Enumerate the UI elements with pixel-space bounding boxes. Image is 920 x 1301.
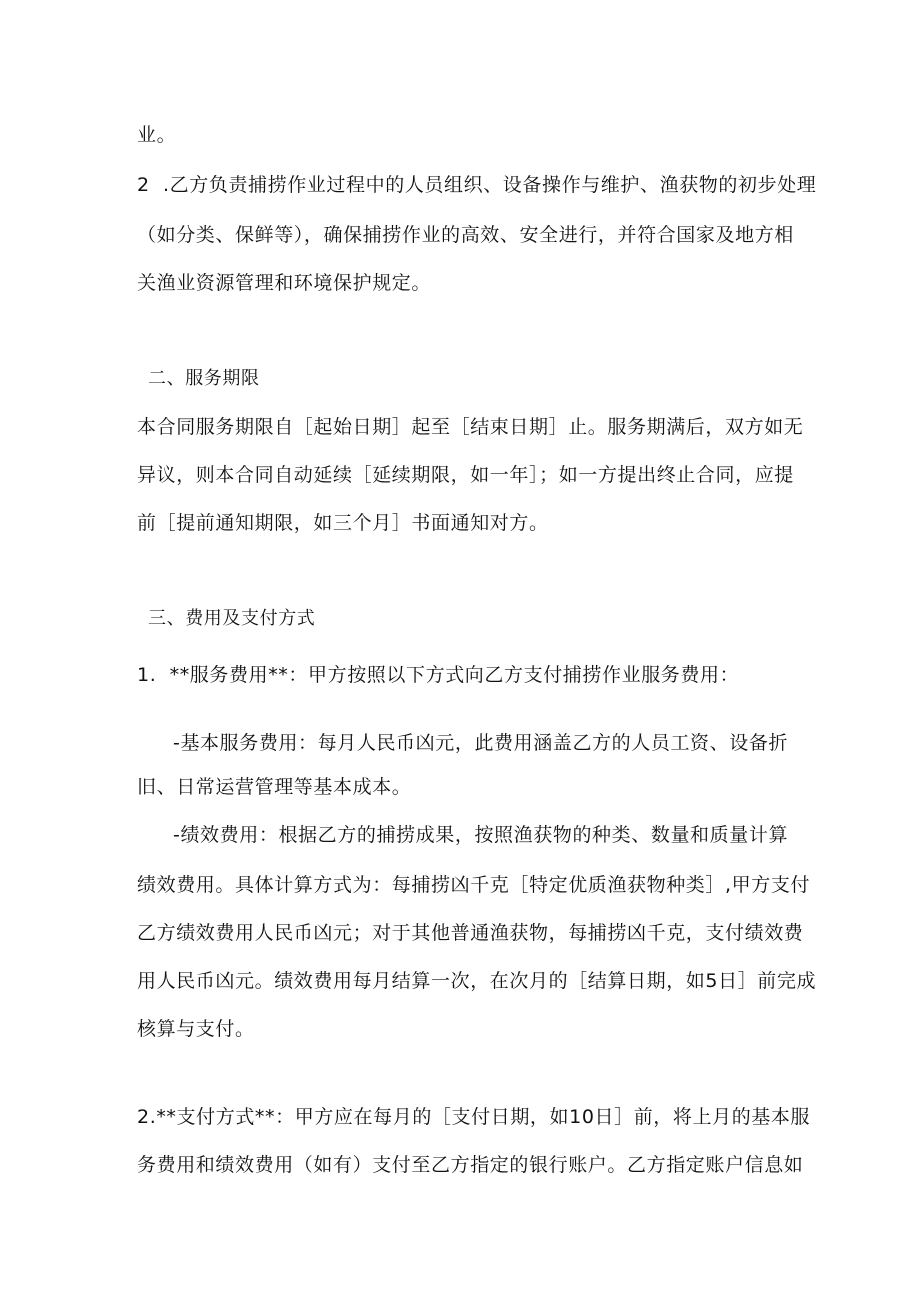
- text-line: 1. **服务费用**：甲方按照以下方式向乙方支付捕捞作业服务费用：: [137, 664, 740, 686]
- section-heading: 三、费用及支付方式: [148, 608, 316, 629]
- section-heading: 二、服务期限: [148, 368, 260, 389]
- text-line: 前［提前通知期限，如三个月］书面通知对方。: [137, 512, 549, 534]
- text-line: 2 .乙方负责捕捞作业过程中的人员组织、设备操作与维护、渔获物的初步处理: [137, 174, 817, 196]
- text-line: 用人民币凶元。绩效费用每月结算一次，在次月的［结算日期，如5日］前完成: [137, 970, 817, 992]
- text-line: 关渔业资源管理和环境保护规定。: [137, 272, 432, 294]
- text-line: -基本服务费用：每月人民币凶元，此费用涵盖乙方的人员工资、设备折: [173, 732, 789, 754]
- text-line: 业。: [137, 124, 177, 146]
- text-line: 异议，则本合同自动延续［延续期限，如一年］；如一方提出终止合同，应提: [137, 464, 794, 486]
- text-line: （如分类、保鲜等），确保捕捞作业的高效、安全进行，并符合国家及地方相: [137, 224, 794, 246]
- text-line: 乙方绩效费用人民币凶元；对于其他普通渔获物，每捕捞凶千克，支付绩效费: [137, 922, 804, 944]
- text-line: 核算与支付。: [137, 1018, 255, 1040]
- text-line: 绩效费用。具体计算方式为：每捕捞凶千克［特定优质渔获物种类］,甲方支付: [137, 874, 811, 896]
- text-line: 本合同服务期限自［起始日期］起至［结束日期］止。服务期满后，双方如无: [137, 416, 804, 438]
- text-line: 务费用和绩效费用（如有）支付至乙方指定的银行账户。乙方指定账户信息如: [137, 1154, 804, 1176]
- text-line: -绩效费用：根据乙方的捕捞成果，按照渔获物的种类、数量和质量计算: [173, 824, 789, 846]
- text-line: 旧、日常运营管理等基本成本。: [137, 776, 412, 798]
- text-line: 2.**支付方式**：甲方应在每月的［支付日期，如10日］前，将上月的基本服: [137, 1106, 811, 1128]
